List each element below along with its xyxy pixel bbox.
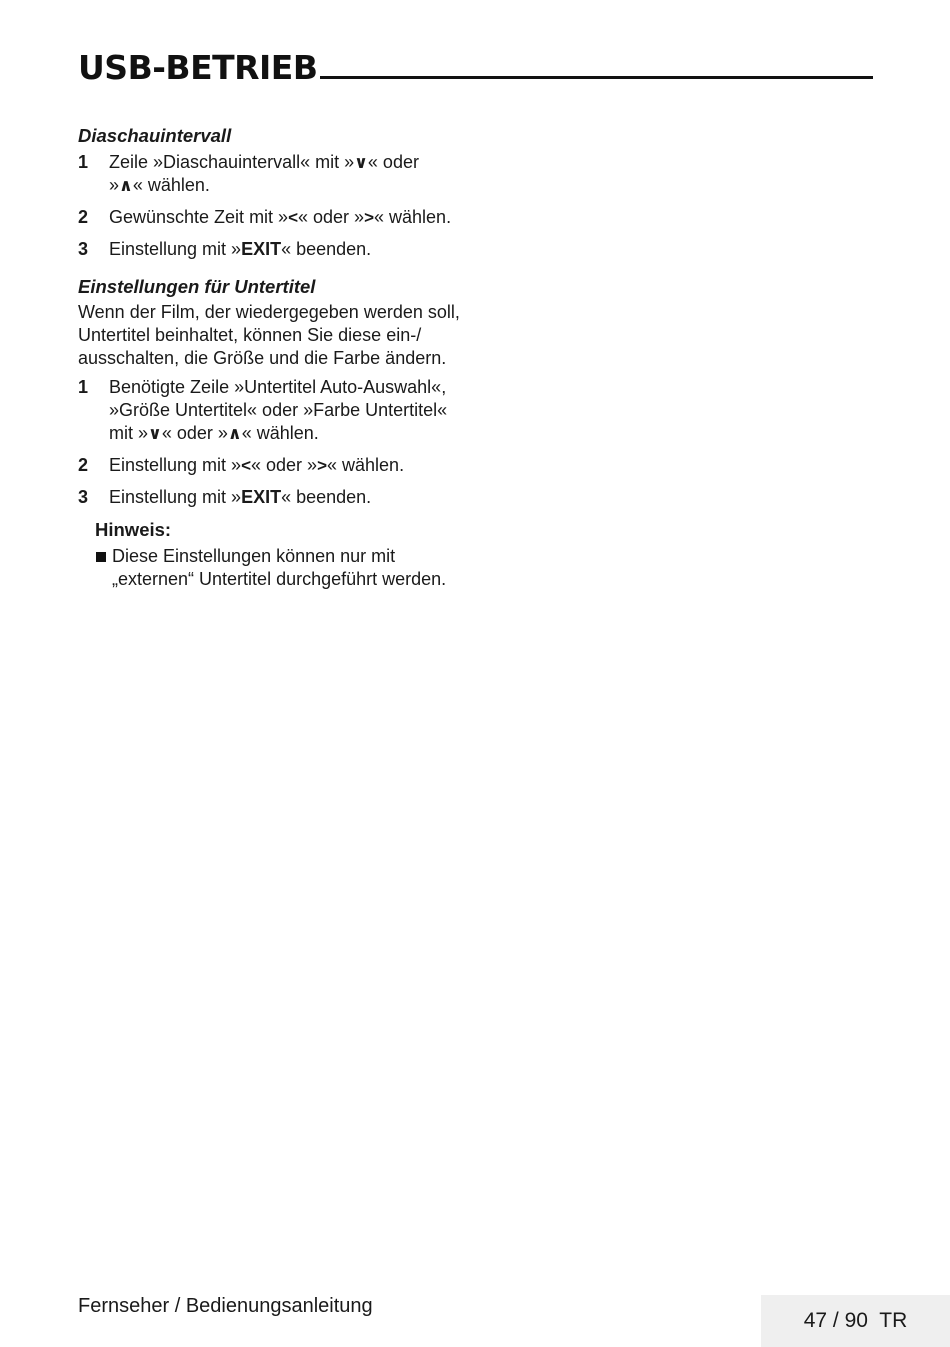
note-item xyxy=(95,545,468,591)
step-text: Benötigte Zeile »Untertitel Auto-Auswahl«, »Größe Untertitel« oder »Farbe Untertitel« mit »∨« oder »∧« wählen. xyxy=(109,377,448,443)
step-item xyxy=(78,151,468,197)
step-number: 1 xyxy=(78,152,89,172)
step-text: Einstellung mit »EXIT« beenden. xyxy=(109,239,372,259)
note-title: Hinweis: xyxy=(95,519,172,540)
step-item xyxy=(78,486,468,509)
step-number: 3 xyxy=(78,239,89,259)
exit-key-label: EXIT xyxy=(241,487,282,507)
page-number-label: 47 / 90 TR xyxy=(803,1309,908,1332)
section-heading: Diaschauintervall xyxy=(78,125,232,146)
up-arrow-icon: ∧ xyxy=(227,424,242,443)
step-text: Zeile »Diaschauintervall« mit »∨« oder »∧« wählen. xyxy=(109,152,419,195)
right-arrow-icon: > xyxy=(317,456,328,475)
down-arrow-icon: ∨ xyxy=(354,153,368,172)
section-subtitle-settings xyxy=(78,275,468,591)
step-number: 2 xyxy=(78,207,89,227)
main-content xyxy=(78,124,468,591)
exit-key-label: EXIT xyxy=(241,239,282,259)
page-title: USB-BETRIEB xyxy=(78,48,318,87)
right-arrow-icon: > xyxy=(364,208,375,227)
section-heading: Einstellungen für Untertitel xyxy=(78,276,316,297)
footer-document-title: Fernseher / Bedienungsanleitung xyxy=(78,1295,373,1317)
step-item xyxy=(78,454,468,477)
header-rule xyxy=(278,76,873,79)
down-arrow-icon: ∨ xyxy=(148,424,162,443)
step-item xyxy=(78,206,468,229)
step-text: Einstellung mit »EXIT« beenden. xyxy=(109,487,372,507)
step-item xyxy=(78,376,468,445)
step-text: Gewünschte Zeit mit »<« oder »>« wählen. xyxy=(109,207,452,227)
section-slideshow-interval xyxy=(78,124,468,261)
bullet-square-icon xyxy=(96,552,106,562)
step-text: Einstellung mit »<« oder »>« wählen. xyxy=(109,455,405,475)
step-number: 1 xyxy=(78,377,89,397)
step-number: 3 xyxy=(78,487,89,507)
left-arrow-icon: < xyxy=(241,456,252,475)
page-header xyxy=(78,50,873,86)
note-text: Diese Einstellungen können nur mit „externen“ Untertitel durchgeführt werden. xyxy=(112,546,447,589)
step-number: 2 xyxy=(78,455,89,475)
left-arrow-icon: < xyxy=(288,208,299,227)
step-item xyxy=(78,238,468,261)
footer-page-number xyxy=(761,1295,950,1347)
note-box xyxy=(95,518,468,591)
up-arrow-icon: ∧ xyxy=(119,176,133,195)
section-intro: Wenn der Film, der wiedergegeben werden soll, Untertitel beinhaltet, können Sie diese ein-/ ausschalten, die Größe und die Farbe ändern. xyxy=(78,302,460,368)
